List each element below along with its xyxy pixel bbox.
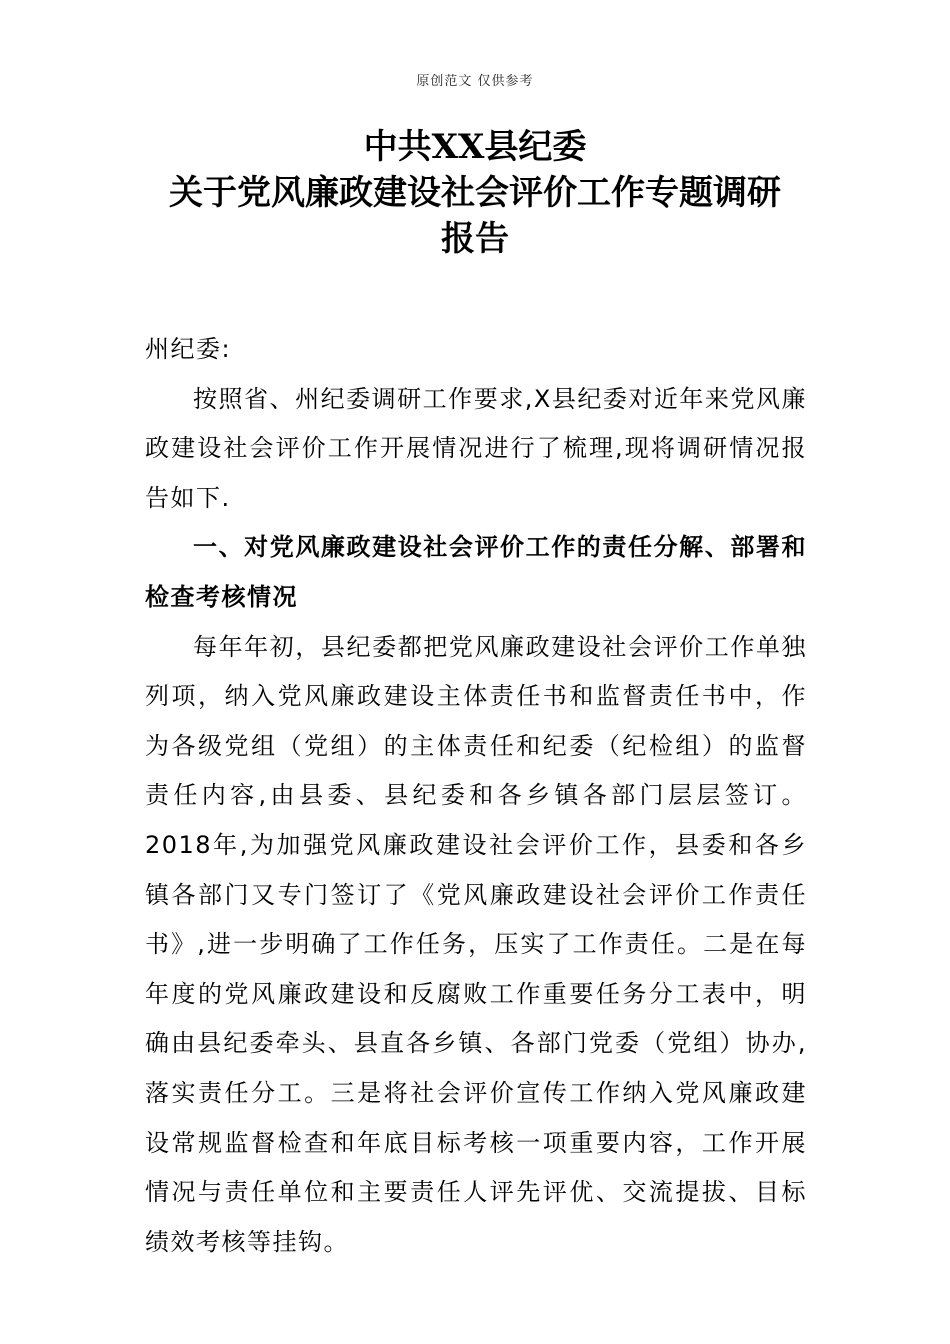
title-line-2: 关于党风廉政建设社会评价工作专题调研 <box>169 173 781 213</box>
section-heading-1: 一、对党风廉政建设社会评价工作的责任分解、部署和检查考核情况 <box>145 533 807 611</box>
header-note: 原创范文 仅供参考 <box>416 74 534 89</box>
document-body <box>145 325 807 1267</box>
intro-paragraph: 按照省、州纪委调研工作要求,X县纪委对近年来党风廉政建设社会评价工作开展情况进行了梳理,现将调研情况报告如下. <box>145 384 807 512</box>
title-line-1: 中共XX县纪委 <box>363 127 587 167</box>
document-title <box>100 124 850 262</box>
body-paragraph: 每年年初，县纪委都把党风廉政建设社会评价工作单独列项，纳入党风廉政建设主体责任书和监督责任书中，作为各级党组（党组）的主体责任和纪委（纪检组）的监督责任内容,由县委、县纪委和各乡镇各部门层层签订。2018年,为加强党风廉政建设社会评价工作，县委和各乡镇各部门又专门签订了《党风廉政建设社会评价工作责任书》,进一步明确了工作任务，压实了工作责任。二是在每年度的党风廉政建设和反腐败工作重要任务分工表中，明确由县纪委牵头、县直各乡镇、各部门党委（党组）协办,落实责任分工。三是将社会评价宣传工作纳入党风廉政建设常规监督检查和年底目标考核一项重要内容，工作开展情况与责任单位和主要责任人评先评优、交流提拔、目标绩效考核等挂钩。 <box>145 632 807 1256</box>
salutation: 州纪委: <box>145 335 232 363</box>
title-line-3: 报告 <box>441 219 509 259</box>
